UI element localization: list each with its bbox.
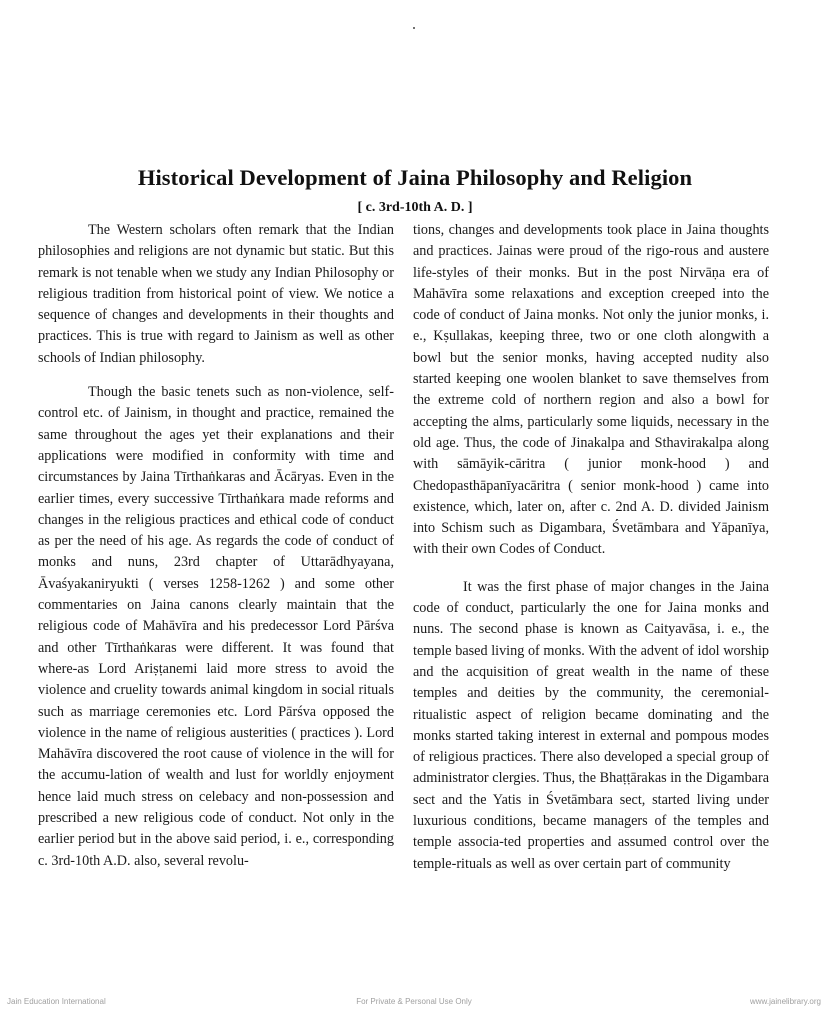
paragraph: The Western scholars often remark that the Indian philosophies and religions are not dynamic but static. But this remark is not tenable when we study any Indian Philosophy or religious tradition from historical point of view. We notice a sequence of changes and developments in their thoughts and practices. This is true with regard to Jainism as well as other schools of Indian philosophy. [38, 222, 394, 366]
footer-usage-note: For Private & Personal Use Only [356, 997, 472, 1006]
right-column [413, 220, 769, 875]
paragraph: tions, changes and developments took place in Jaina thoughts and practices. Jainas were proud of the rigo-rous and austere life-styles of their monks. But in the post Nirvāṇa era of Mahāvīra some relaxations and exception creeped into the code of conduct of Jaina monks. Not only the junior monks, i. e., Kṣullakas, keeping three, two or one cloth alongwith a bowl but the senior monks, having accepted nudity also started keeping one woolen blanket to save themselves from the extreme cold of northern region and also a bowl for accepting the alms, particularly some liquids, necessary in the old age. Thus, the code of Jinakalpa and Sthavirakalpa along with sāmāyik-cāritra ( junior monk-hood ) and Chedopasthāpanīyacāritra ( senior monk-hood ) came into existence, which, later on, after c. 2nd A. D. divided Jainism into Schism such as Digambara, Śvetāmbara and Yāpanīya, with their own Codes of Conduct. [413, 222, 769, 558]
paragraph: Though the basic tenets such as non-violence, self-control etc. of Jainism, in thought and practice, remained the same throughout the ages yet their explanations and their applications were modified in conformity with time and circumstances by Jaina Tīrthaṅkaras and Ācāryas. Even in the earlier times, every successive Tīrthaṅkara made reforms and changes in the religious practices and ethical code of conduct as per the need of his age. As regards the code of conduct of monks and nuns, 23rd chapter of Uttarādhyayana, Āvaśyakaniryukti ( verses 1258-1262 ) and some other commentaries on Jaina canons clearly maintain that the religious code of Mahāvīra and his predecessor Lord Pārśva and other Tīrthaṅkaras were different. It was found that where-as Lord Ariṣṭanemi laid more stress to avoid the violence and cruelity towards animal kingdom in social rituals such as marriage ceremonies etc. Lord Pārśva opposed the violence in the name of religious austerities ( practices ). Lord Mahāvīra discovered the root cause of violence in the will for the accumu-lation of wealth and lust for worldly enjoyment hence laid much stress on celebacy and non-possession and prescribed a new religious code of conduct. Not only in the earlier period but in the above said period, i. e., corresponding c. 3rd-10th A.D. also, several revolu- [38, 384, 394, 869]
footer-publisher: Jain Education International [7, 997, 106, 1006]
paragraph: It was the first phase of major changes in the Jaina code of conduct, particularly the one for Jaina monks and nuns. The second phase is known as Caityavāsa, i. e., the temple based living of monks. With the advent of idol worship and the acquisition of great wealth in the name of these temples and deities by the community, the ceremonial-ritualistic aspect of religion became dominating and the monks started taking interest in external and pompous modes of religious practices. There also developed a special group of administrator clergies. Thus, the Bhaṭṭārakas in the Digambara sect and the Yatis in Śvetāmbara sect, started living under luxurious conditions, became managers of the temples and temple associa-ted properties and assumed control over the temple-rituals as well as over certain part of community [413, 578, 769, 872]
scan-speck [413, 27, 415, 29]
page-title: Historical Development of Jaina Philosophy and Religion [137, 165, 693, 190]
left-column [38, 220, 394, 872]
footer-website-link[interactable]: www.jainelibrary.org [750, 997, 821, 1006]
page-subtitle: [ c. 3rd-10th A. D. ] [357, 200, 473, 215]
